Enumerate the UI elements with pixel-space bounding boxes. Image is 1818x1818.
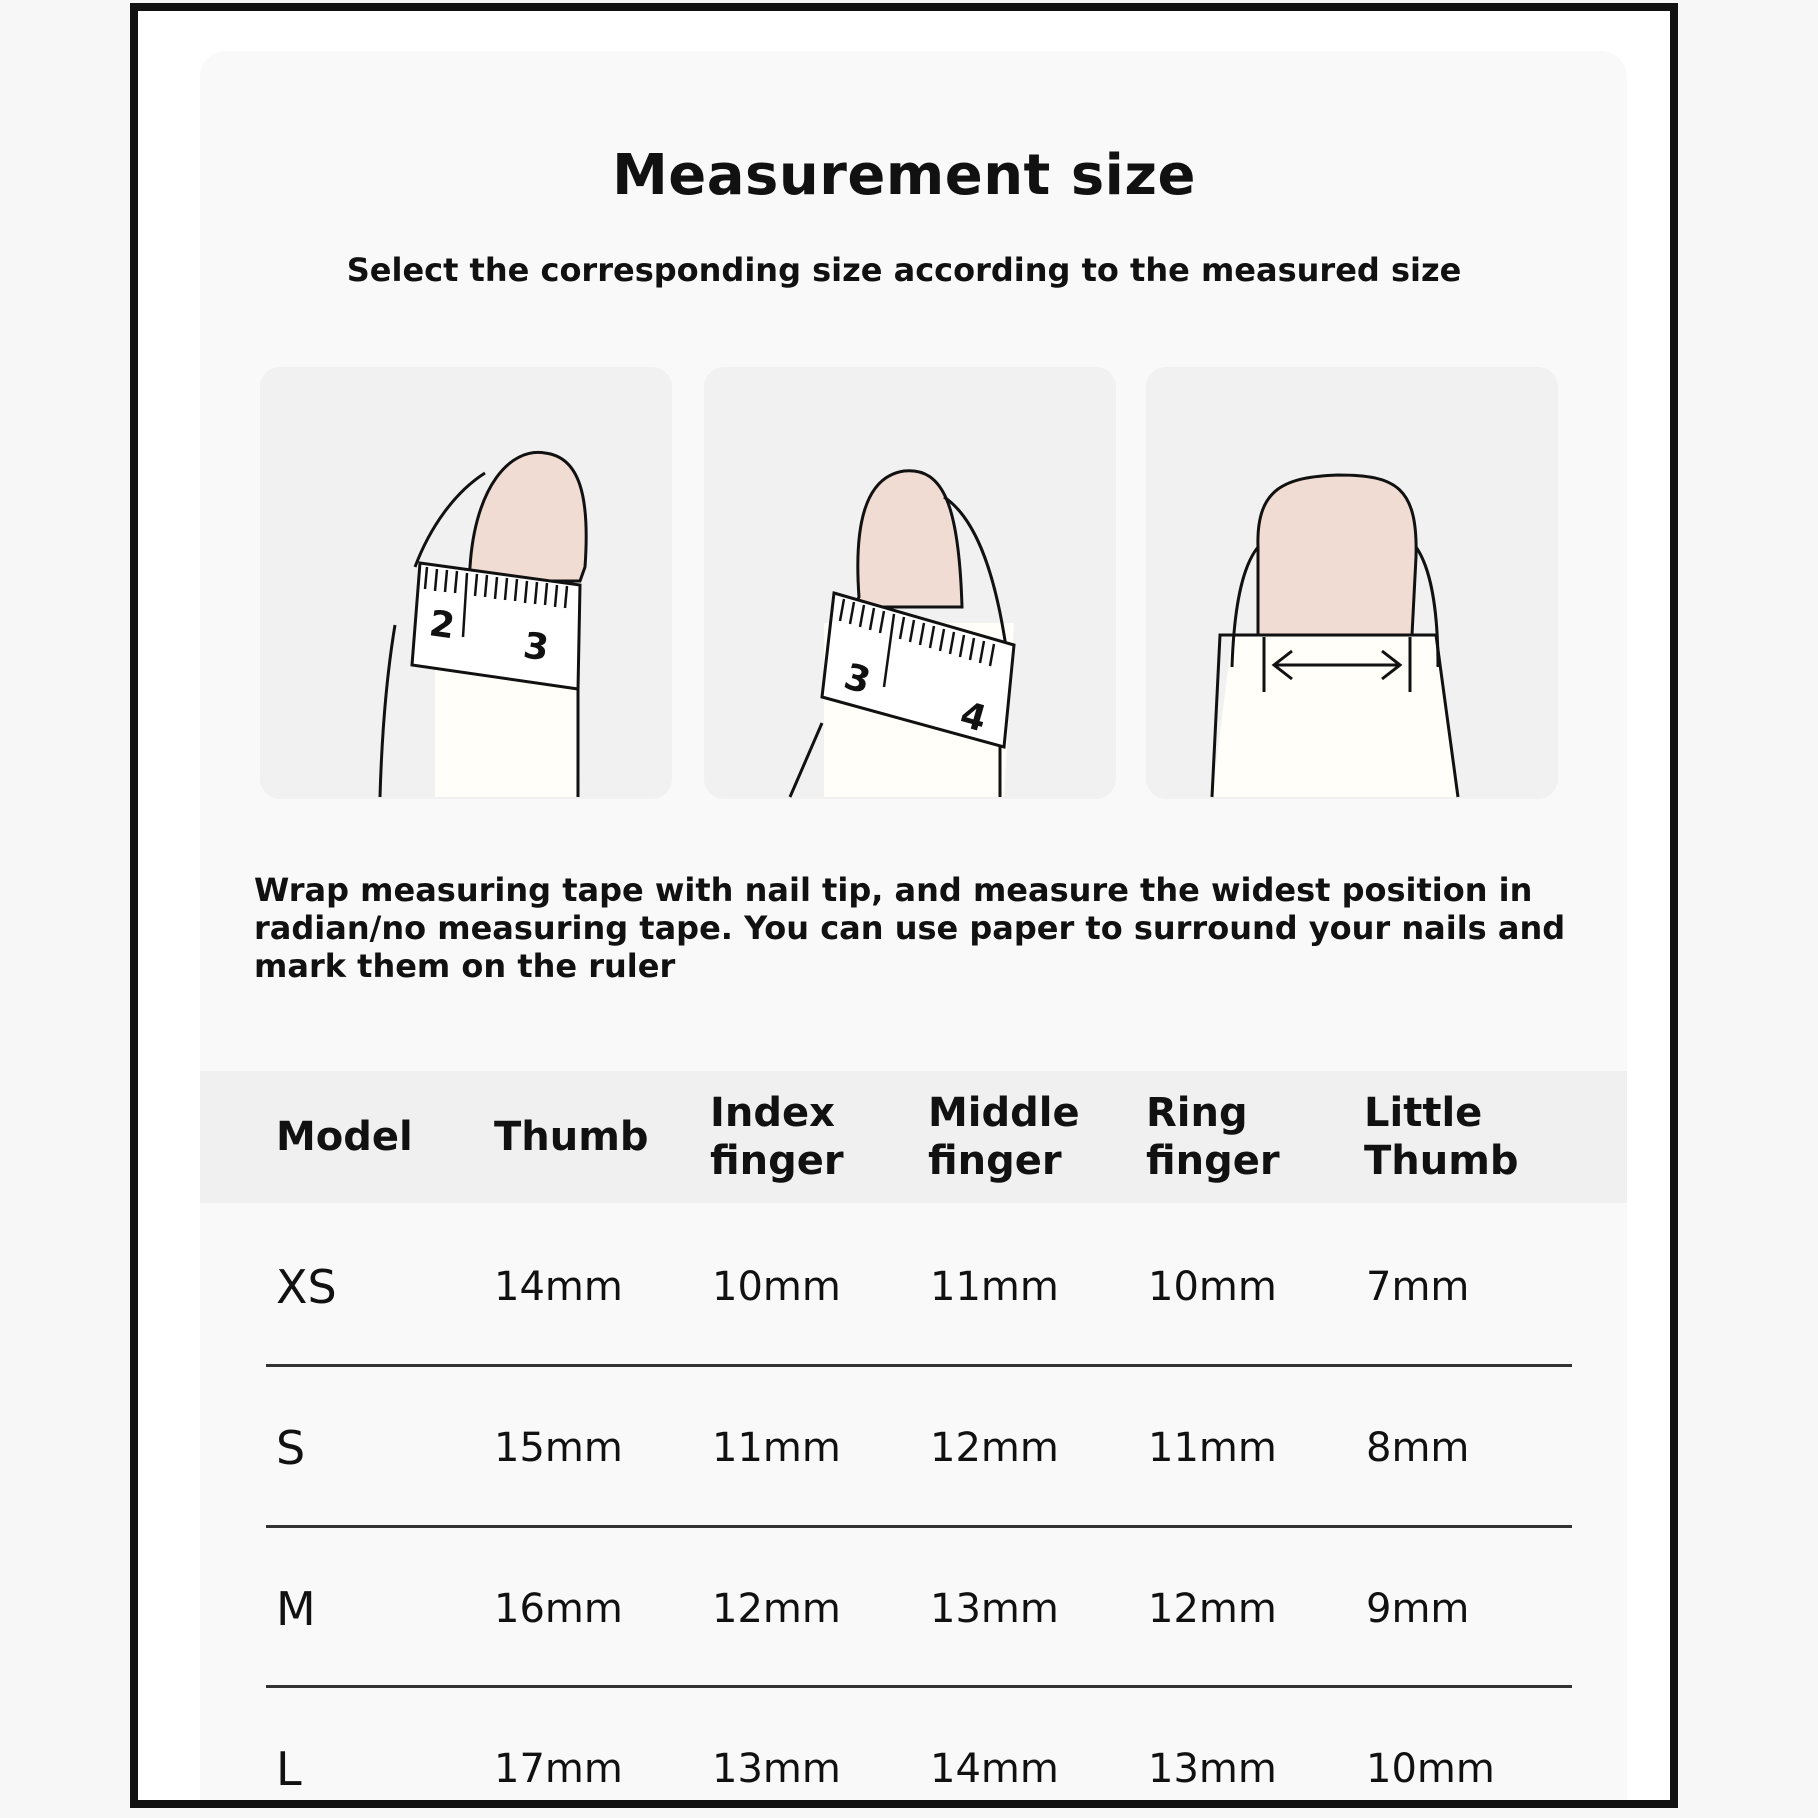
page-frame [130,3,1678,1808]
row-divider [266,1364,1572,1367]
tape-number-3: 3 [839,656,875,703]
table-header [138,1071,1678,1203]
page-title: Measurement size [612,143,1196,208]
row-divider [266,1685,1572,1688]
cell-ring-finger: 11mm [1148,1425,1277,1471]
cell-thumb: 16mm [494,1586,623,1632]
cell-thumb: 14mm [494,1264,623,1310]
cell-index-finger: 13mm [712,1746,841,1792]
cell-model: XS [276,1260,337,1314]
cell-model: S [276,1421,306,1475]
cell-model: M [276,1582,316,1636]
cell-ring-finger: 12mm [1148,1586,1277,1632]
header-middle-finger: Middle finger [928,1090,1080,1184]
cell-middle-finger: 12mm [930,1425,1059,1471]
cell-ring-finger: 13mm [1148,1746,1277,1792]
table-row [138,1207,1678,1367]
illustration-tape-wrap-thumb [260,367,672,799]
header-little-thumb: Little Thumb [1364,1090,1519,1184]
table-row [138,1529,1678,1689]
instructions-text: Wrap measuring tape with nail tip, and measure the widest position in radian/no measuring tape. You can use paper to surround your nails and mark them on the ruler [254,871,1566,985]
cell-middle-finger: 14mm [930,1746,1059,1792]
illustration-nail-width [1146,367,1558,799]
row-divider [266,1525,1572,1528]
page-subtitle: Select the corresponding size according to the measured size [346,251,1462,289]
header-model: Model [276,1114,413,1160]
cell-little-thumb: 9mm [1366,1586,1470,1632]
tape-number-4: 4 [955,694,991,741]
cell-ring-finger: 10mm [1148,1264,1277,1310]
table-row [138,1689,1678,1808]
tape-number-3: 3 [520,625,552,670]
cell-index-finger: 11mm [712,1425,841,1471]
cell-index-finger: 10mm [712,1264,841,1310]
cell-little-thumb: 8mm [1366,1425,1470,1471]
header-ring-finger: Ring finger [1146,1090,1280,1184]
header-thumb: Thumb [494,1114,649,1160]
illustration-tape-wrap-finger [704,367,1116,799]
cell-middle-finger: 13mm [930,1586,1059,1632]
cell-model: L [276,1742,302,1796]
cell-index-finger: 12mm [712,1586,841,1632]
cell-thumb: 17mm [494,1746,623,1792]
cell-thumb: 15mm [494,1425,623,1471]
cell-little-thumb: 10mm [1366,1746,1495,1792]
table-row [138,1368,1678,1528]
header-index-finger: Index finger [710,1090,844,1184]
cell-little-thumb: 7mm [1366,1264,1470,1310]
cell-middle-finger: 11mm [930,1264,1059,1310]
tape-number-2: 2 [426,603,458,648]
